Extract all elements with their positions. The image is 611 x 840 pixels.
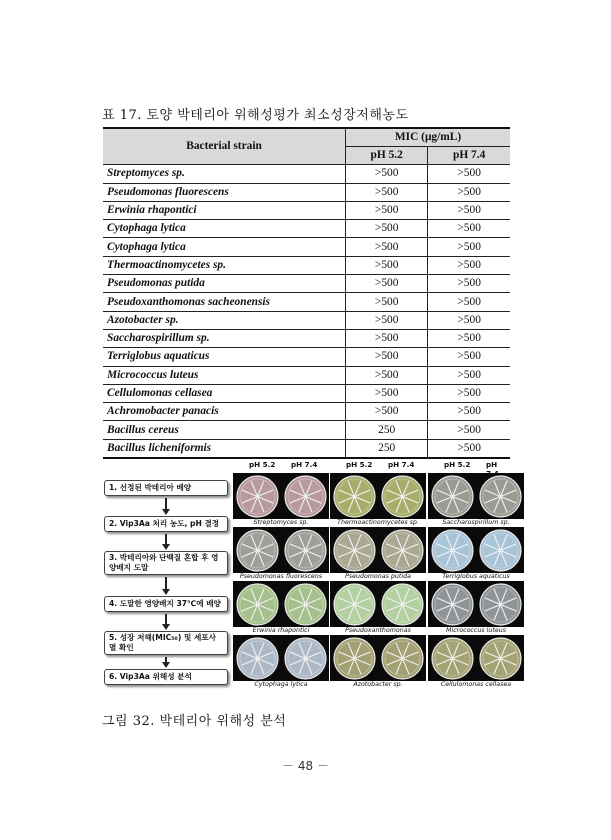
mic-ph52-cell: >500: [346, 311, 428, 329]
plate-photo-panel: [233, 527, 329, 573]
plate-photo-panel: [428, 473, 524, 519]
table-caption: 표 17. 토양 박테리아 위해성평가 최소성장저해농도: [102, 108, 409, 123]
plate-photo-panel: [330, 527, 426, 573]
strain-photo-label: Saccharospirillum sp.: [442, 519, 510, 526]
header-ph74: pH 7.4: [428, 147, 510, 165]
mic-ph74-cell: >500: [428, 348, 510, 366]
strain-cell: Erwinia rhapontici: [103, 201, 346, 219]
down-arrow-icon: [162, 657, 170, 668]
mic-ph74-cell: >500: [428, 256, 510, 274]
strain-cell: Cytophaga lytica: [103, 238, 346, 256]
plate-photo-panel: [233, 635, 329, 681]
mic-ph74-cell: >500: [428, 384, 510, 402]
strain-cell: Micrococcus luteus: [103, 366, 346, 384]
mic-ph52-cell: >500: [346, 403, 428, 421]
header-ph52: pH 5.2: [346, 147, 428, 165]
agar-plate: [479, 475, 522, 518]
mic-ph74-cell: >500: [428, 329, 510, 347]
strain-photo-label: Pseudoxanthomonas: [345, 627, 411, 634]
table-row: [103, 384, 510, 402]
strain-cell: Bacillus licheniformis: [103, 439, 346, 458]
mic-table: [103, 127, 510, 459]
process-step: 5. 성장 저해(MIC₅₀) 및 세포사멸 확인: [104, 631, 228, 655]
plate-photo-panel: [428, 635, 524, 681]
strain-photo-label: Thermoactinomycetes sp.: [337, 519, 419, 526]
strain-cell: Pseudomonas fluorescens: [103, 183, 346, 201]
strain-cell: Terriglobus aquaticus: [103, 348, 346, 366]
strain-photo-label: Pseudomonas putida: [345, 573, 411, 580]
mic-ph52-cell: 250: [346, 421, 428, 439]
agar-plate: [479, 637, 522, 680]
table-row: [103, 421, 510, 439]
down-arrow-icon: [162, 577, 170, 595]
mic-ph52-cell: >500: [346, 165, 428, 183]
strain-photo-label: Micrococcus luteus: [446, 627, 506, 634]
header-mic: MIC (μg/mL): [346, 128, 510, 147]
strain-cell: Saccharospirillum sp.: [103, 329, 346, 347]
agar-plate: [236, 529, 279, 572]
strain-cell: Pseudomonas putida: [103, 275, 346, 293]
strain-cell: Thermoactinomycetes sp.: [103, 256, 346, 274]
down-arrow-icon: [162, 534, 170, 550]
agar-plate: [284, 529, 327, 572]
plate-photo-panel: [428, 581, 524, 627]
agar-plate: [333, 529, 376, 572]
plate-photo-panel: [330, 581, 426, 627]
table-row: [103, 348, 510, 366]
strain-photo-label: Streptomyces sp.: [253, 519, 309, 526]
agar-plate: [284, 583, 327, 626]
strain-cell: Bacillus cereus: [103, 421, 346, 439]
strain-photo-label: Terriglobus aquaticus: [442, 573, 510, 580]
mic-ph74-cell: >500: [428, 238, 510, 256]
agar-plate: [284, 475, 327, 518]
table-row: [103, 329, 510, 347]
ph-column-label: pH 5.2: [249, 460, 276, 469]
agar-plate: [431, 529, 474, 572]
mic-ph52-cell: >500: [346, 329, 428, 347]
process-step: 1. 선정된 박테리아 배양: [104, 480, 228, 496]
process-step: 3. 박테리아와 단백질 혼합 후 영양배지 도말: [104, 551, 228, 575]
agar-plate: [333, 583, 376, 626]
mic-ph52-cell: >500: [346, 201, 428, 219]
ph-column-label: pH 5.2: [346, 460, 373, 469]
strain-photo-label: Cytophaga lytica: [254, 681, 308, 688]
mic-ph52-cell: >500: [346, 384, 428, 402]
mic-ph74-cell: >500: [428, 220, 510, 238]
strain-photo-label: Azotobacter sp.: [353, 681, 403, 688]
agar-plate: [381, 637, 424, 680]
mic-ph74-cell: >500: [428, 311, 510, 329]
mic-ph74-cell: >500: [428, 183, 510, 201]
table-row: [103, 201, 510, 219]
process-step: 6. Vip3Aa 위해성 분석: [104, 669, 228, 685]
down-arrow-icon: [162, 498, 170, 515]
table-row: [103, 238, 510, 256]
strain-photo-label: Cellulomonas cellasea: [440, 681, 512, 688]
table-row: [103, 256, 510, 274]
mic-ph52-cell: >500: [346, 256, 428, 274]
plate-photo-panel: [233, 473, 329, 519]
mic-ph74-cell: >500: [428, 293, 510, 311]
mic-ph74-cell: >500: [428, 201, 510, 219]
agar-plate: [333, 637, 376, 680]
process-step: 4. 도말한 영양배지 37℃에 배양: [104, 596, 228, 612]
ph-column-label: pH 7.4: [291, 460, 318, 469]
agar-plate: [236, 475, 279, 518]
table-row: [103, 165, 510, 183]
mic-ph74-cell: >500: [428, 439, 510, 458]
mic-ph52-cell: >500: [346, 220, 428, 238]
strain-cell: Azotobacter sp.: [103, 311, 346, 329]
down-arrow-icon: [162, 614, 170, 630]
process-flowchart: [102, 476, 228, 706]
mic-ph52-cell: >500: [346, 183, 428, 201]
agar-plate: [236, 637, 279, 680]
mic-ph74-cell: >500: [428, 275, 510, 293]
ph-column-label: pH 5.2: [444, 460, 471, 469]
plate-photo-panel: [330, 635, 426, 681]
mic-ph52-cell: >500: [346, 348, 428, 366]
table-row: [103, 275, 510, 293]
agar-plate: [284, 637, 327, 680]
strain-photo-label: Pseudomonas fluorescens: [239, 573, 323, 580]
mic-ph74-cell: >500: [428, 366, 510, 384]
agar-plate: [381, 583, 424, 626]
plate-photo-panel: [233, 581, 329, 627]
table-row: [103, 439, 510, 458]
ph-column-label: pH 7.4: [388, 460, 415, 469]
agar-plate: [381, 475, 424, 518]
agar-plate: [381, 529, 424, 572]
strain-cell: Cellulomonas cellasea: [103, 384, 346, 402]
header-strain: Bacterial strain: [103, 128, 346, 165]
agar-plate: [431, 583, 474, 626]
figure-caption: 그림 32. 박테리아 위해성 분석: [102, 714, 287, 729]
agar-plate: [431, 637, 474, 680]
strain-cell: Pseudoxanthomonas sacheonensis: [103, 293, 346, 311]
table-row: [103, 183, 510, 201]
plate-photo-panel: [428, 527, 524, 573]
agar-plate: [479, 529, 522, 572]
strain-cell: Cytophaga lytica: [103, 220, 346, 238]
page-number: － 48 －: [282, 759, 329, 773]
table-row: [103, 293, 510, 311]
agar-plate: [431, 475, 474, 518]
table-row: [103, 403, 510, 421]
strain-cell: Streptomyces sp.: [103, 165, 346, 183]
table-row: [103, 366, 510, 384]
mic-ph52-cell: 250: [346, 439, 428, 458]
bacteria-risk-figure: [102, 458, 512, 704]
process-step: 2. Vip3Aa 처리 농도, pH 결정: [104, 516, 228, 532]
strain-photo-label: Erwinia rhapontici: [252, 627, 310, 634]
table-row: [103, 311, 510, 329]
mic-ph52-cell: >500: [346, 293, 428, 311]
agar-plate: [333, 475, 376, 518]
table-row: [103, 220, 510, 238]
mic-ph52-cell: >500: [346, 366, 428, 384]
mic-ph52-cell: >500: [346, 275, 428, 293]
mic-ph74-cell: >500: [428, 421, 510, 439]
mic-ph52-cell: >500: [346, 238, 428, 256]
ph-column-label: pH: [486, 460, 498, 469]
agar-plate: [479, 583, 522, 626]
strain-cell: Achromobacter panacis: [103, 403, 346, 421]
agar-plate: [236, 583, 279, 626]
mic-ph74-cell: >500: [428, 403, 510, 421]
mic-ph74-cell: >500: [428, 165, 510, 183]
plate-photo-panel: [330, 473, 426, 519]
